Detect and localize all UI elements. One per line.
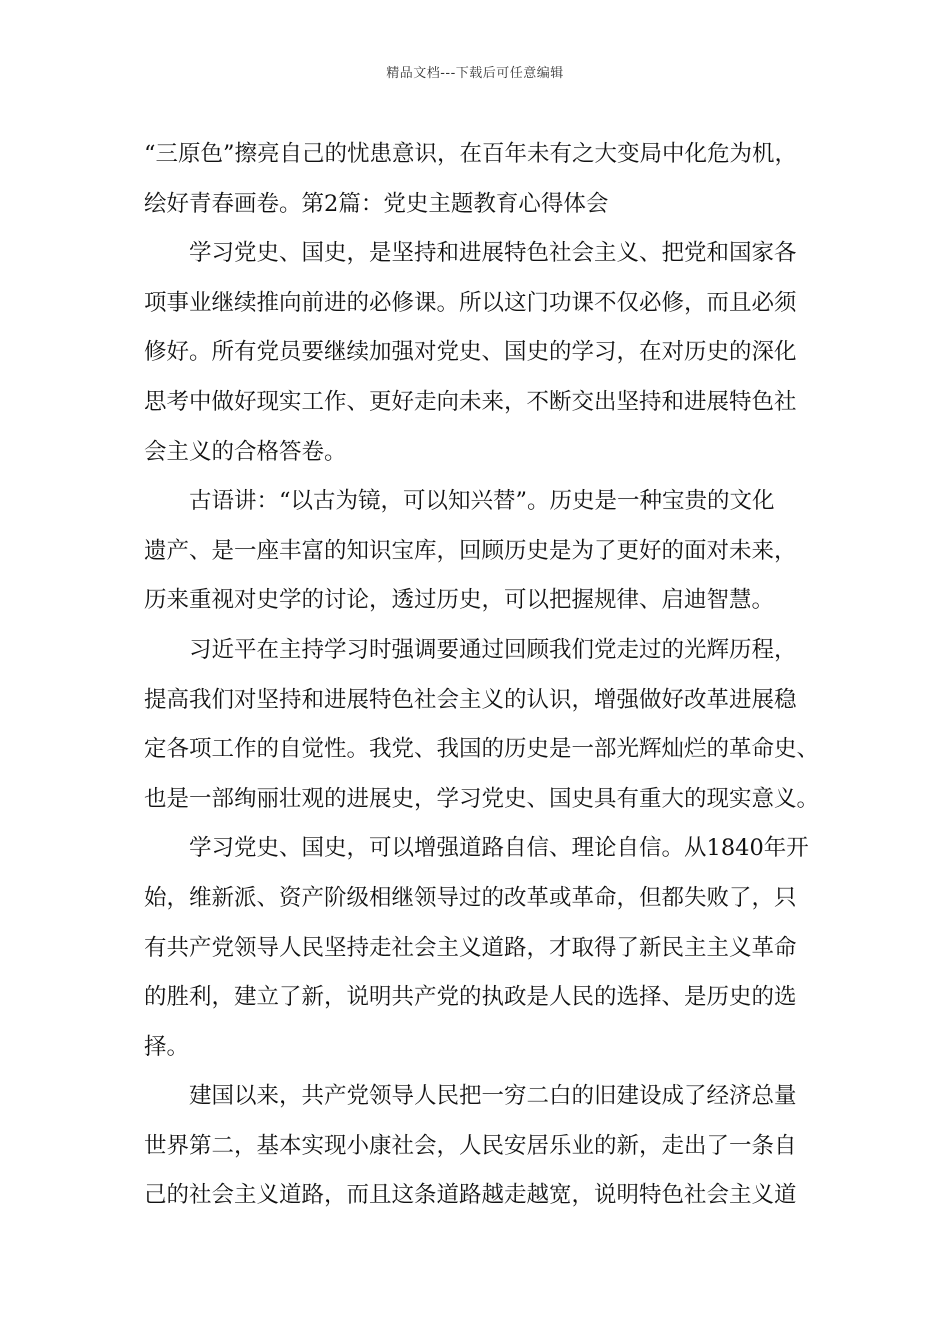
- paragraph: [144, 626, 824, 824]
- text-line: 己的社会主义道路，而且这条道路越走越宽，说明特色社会主义道: [144, 1182, 797, 1209]
- text-line: 也是一部绚丽壮观的进展史，学习党史、国史具有重大的现实意义。: [144, 785, 820, 812]
- text-line: 择。: [144, 1033, 190, 1060]
- text-line: 古语讲：“以古为镜，可以知兴替”。历史是一种宝贵的文化: [189, 488, 775, 515]
- text-line: 历来重视对史学的讨论，透过历史，可以把握规律、启迪智慧。: [144, 587, 775, 614]
- text-line: 会主义的合格答卷。: [144, 438, 347, 465]
- text-line: 项事业继续推向前进的必修课。所以这门功课不仅必修，而且必须: [144, 289, 797, 316]
- paragraph: [144, 824, 824, 1072]
- text-line: 学习党史、国史，可以增强道路自信、理论自信。从1840年开: [189, 835, 809, 862]
- text-line: 始，维新派、资产阶级相继领导过的改革或革命，但都失败了，只: [144, 884, 797, 911]
- paragraph: [144, 477, 824, 626]
- text-line: 绘好青春画卷。第2篇：党史主题教育心得体会: [144, 190, 609, 217]
- text-line: 世界第二，基本实现小康社会，人民安居乐业的新，走出了一条自: [144, 1132, 797, 1159]
- text-line: 建国以来，共产党领导人民把一穷二白的旧建设成了经济总量: [189, 1083, 797, 1110]
- page-header: 精品文档---下载后可任意编辑: [386, 66, 564, 81]
- paragraph: [144, 229, 824, 477]
- paragraph: [144, 1072, 824, 1221]
- text-line: 的胜利，建立了新，说明共产党的执政是人民的选择、是历史的选: [144, 984, 797, 1011]
- text-line: 定各项工作的自觉性。我党、我国的历史是一部光辉灿烂的革命史、: [144, 736, 820, 763]
- text-line: 提高我们对坚持和进展特色社会主义的认识，增强做好改革进展稳: [144, 686, 797, 713]
- text-line: 修好。所有党员要继续加强对党史、国史的学习，在对历史的深化: [144, 339, 797, 366]
- text-line: 遗产、是一座丰富的知识宝库，回顾历史是为了更好的面对未来，: [144, 537, 797, 564]
- text-line: 学习党史、国史，是坚持和进展特色社会主义、把党和国家各: [189, 240, 797, 267]
- text-line: 习近平在主持学习时强调要通过回顾我们党走过的光辉历程，: [189, 636, 797, 663]
- paragraph: [144, 130, 824, 229]
- text-line: 思考中做好现实工作、更好走向未来，不断交出坚持和进展特色社: [144, 388, 797, 415]
- document-body: [144, 130, 824, 1221]
- text-line: 有共产党领导人民坚持走社会主义道路，才取得了新民主主义革命: [144, 934, 797, 961]
- text-line: “三原色”擦亮自己的忧患意识，在百年未有之大变局中化危为机，: [144, 141, 798, 167]
